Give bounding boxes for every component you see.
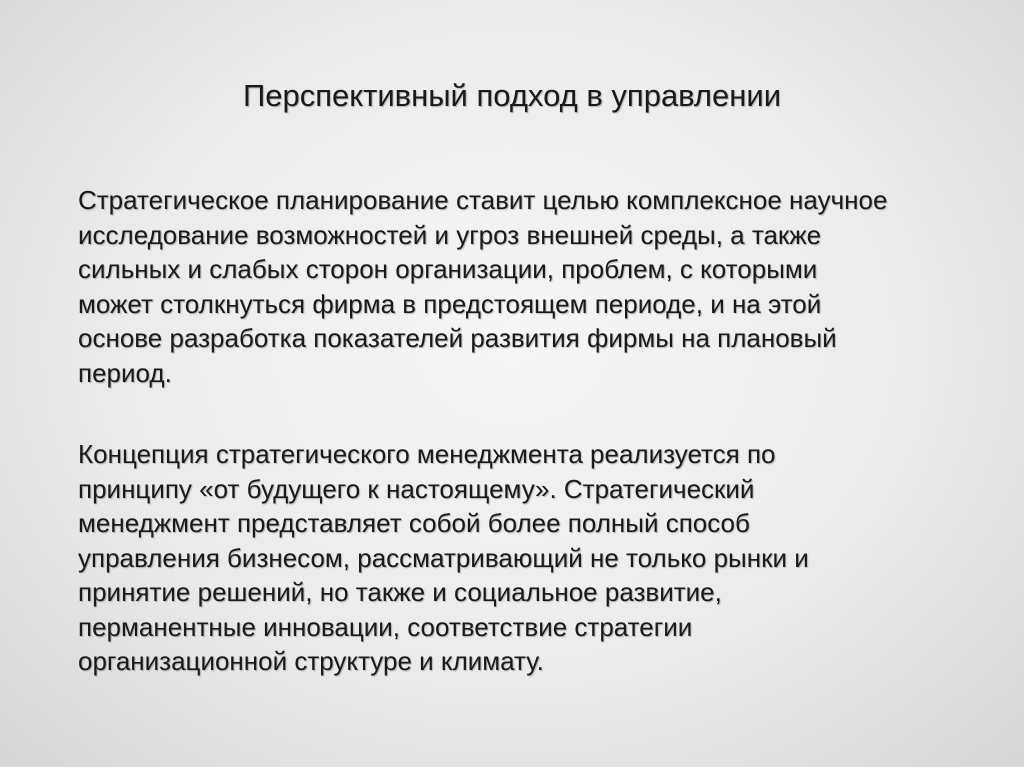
paragraph-line: Стратегическое планирование ставит целью комплексное научное bbox=[78, 185, 888, 215]
paragraph-line: перманентные инновации, соответствие стратегии bbox=[78, 611, 693, 642]
paragraph-line: менеджмент представляет собой более полный способ bbox=[78, 508, 750, 538]
paragraph-line: управления бизнесом, рассматривающий не только рынки и bbox=[78, 542, 809, 573]
paragraph-strategic-management bbox=[78, 437, 958, 679]
paragraph-line: Концепция стратегического менеджмента реализуется по bbox=[78, 439, 776, 469]
paragraph-line: период. bbox=[78, 357, 172, 388]
paragraph-line: может столкнуться фирма в предстоящем периоде, и на этой bbox=[78, 288, 822, 319]
paragraph-line: принципу «от будущего к настоящему». Стратегический bbox=[78, 473, 755, 504]
paragraph-line: исследование возможностей и угроз внешней среды, а также bbox=[78, 219, 822, 250]
paragraph-line: организационной структуре и климату. bbox=[78, 646, 544, 676]
paragraph-line: сильных и слабых сторон организации, проблем, с которыми bbox=[78, 254, 818, 284]
paragraph-strategic-planning bbox=[78, 183, 958, 390]
paragraph-line: принятие решений, но также и социальное развитие, bbox=[78, 577, 722, 607]
slide-title: Перспективный подход в управлении bbox=[242, 78, 782, 113]
paragraph-line: основе разработка показателей развития фирмы на плановый bbox=[78, 323, 837, 353]
